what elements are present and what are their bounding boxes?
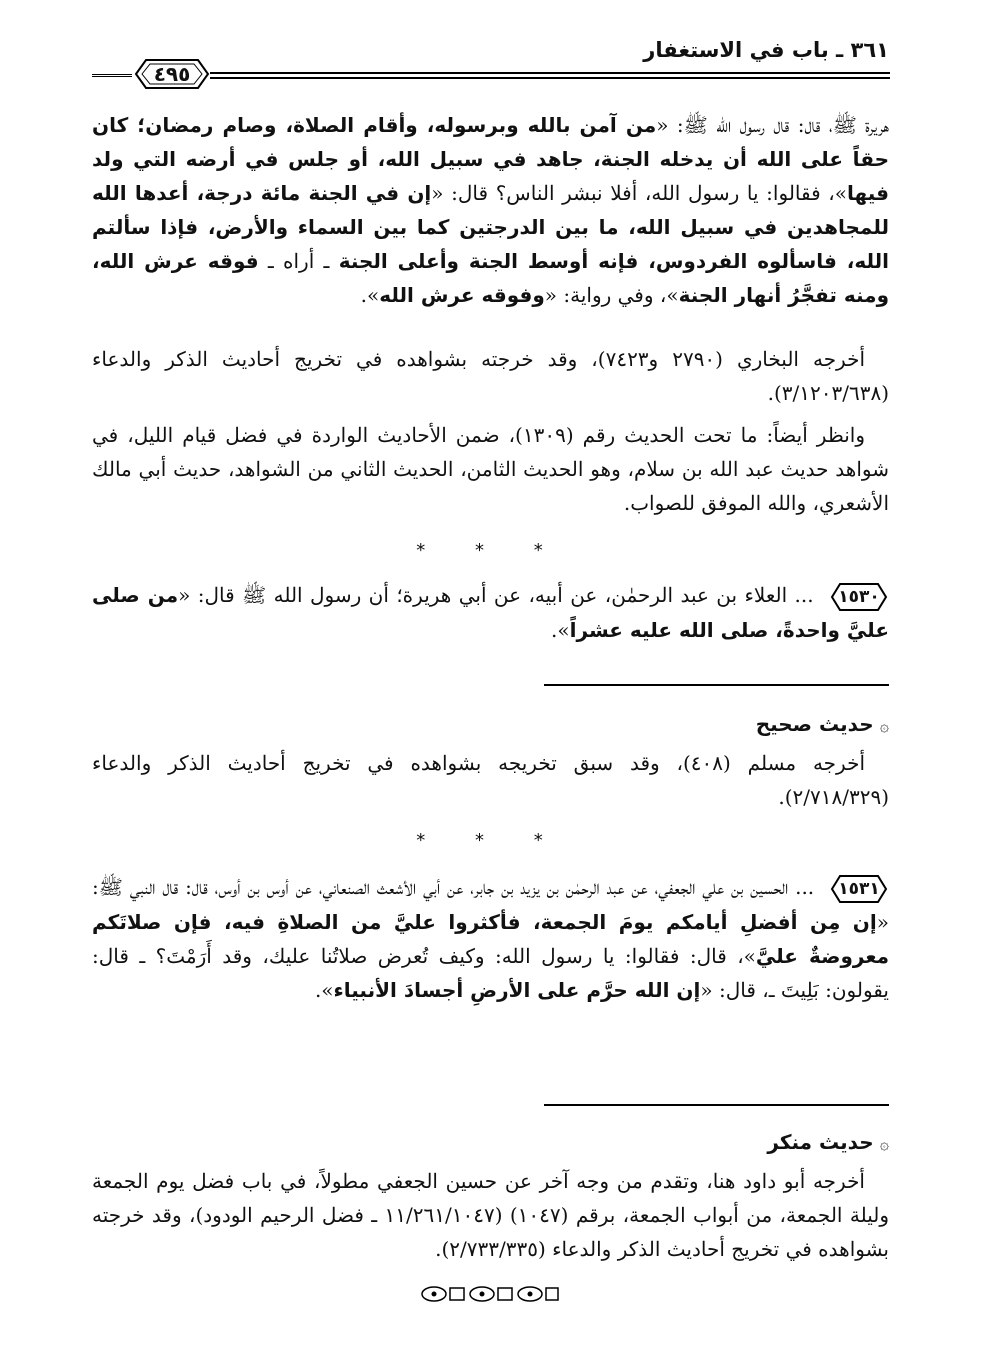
chapter-title: ٣٦١ ـ باب في الاستغفار (643, 38, 889, 62)
grade-marker-icon: ۞ (879, 716, 889, 735)
narration-text: هريرة ﷺ، قال: قال رسول الله ﷺ: « (656, 113, 890, 137)
prophetic-quote: إن مِن أفضلِ أيامكم يومَ الجمعة، فأكثروا عليَّ من الصلاةِ فيه، فإن صلاتَكم معروضةٌ عليَّ (92, 909, 890, 968)
hadith-1530 (92, 578, 889, 647)
hadith-number-badge (829, 581, 889, 613)
footnote-rule (544, 684, 889, 686)
isnad-text: ... العلاء بن عبد الرحمٰن، عن أبيه، عن أبي هريرة؛ أن رسول الله ﷺ قال: « (178, 583, 821, 607)
narration-text: ». (314, 977, 334, 1002)
hadith-1531 (92, 870, 889, 1007)
narration-text: ». (551, 617, 570, 642)
prophetic-quote: إن في الجنة مائة درجة، أعدها الله للمجاهدين في سبيل الله، ما بين الدرجتين كما بين السماء والأرض، فإذا سألتم الله، فاسألوه الفردوس، فإنه أوسط الجنة وأعلى الجنة (92, 181, 889, 273)
prophetic-quote: فوقه عرش الله، ومنه تفجَّرُ أنهار الجنة (92, 249, 889, 307)
page-number-badge (132, 54, 212, 94)
prophetic-quote: وفوقه عرش الله (379, 283, 545, 307)
narration-text: ». (360, 283, 380, 307)
hadith-number: ١٥٣٠ (838, 586, 880, 607)
footer-ornament (420, 1284, 560, 1304)
takhrij-paragraph: أخرجه البخاري (٢٧٩٠ و٧٤٢٣)، وقد خرجته بشواهده في تخريج أحاديث الذكر والدعاء (٣/١٢٠٣/٦٣٨). (92, 347, 889, 405)
narration-text: »، وفي رواية: « (544, 283, 679, 307)
grade-label: حديث صحيح (755, 712, 874, 736)
prophetic-quote: من صلى عليَّ واحدةً، صلى الله عليه عشراً (92, 583, 889, 642)
hadith-number-badge (829, 873, 889, 905)
section-separator: * * * (416, 830, 565, 851)
prophetic-quote: من آمن بالله وبرسوله، وأقام الصلاة، وصام رمضان؛ كان حقاً على الله أن يدخله الجنة، جاهد في سبيل الله، أو جلس في أرضه التي ولد فيها (92, 113, 889, 205)
page-number: ٤٩٥ (153, 62, 191, 86)
grade-marker-icon: ۞ (879, 1134, 889, 1153)
hadith-number: ١٥٣١ (838, 878, 880, 899)
hadith-grade (756, 712, 889, 736)
hadith-text-continued (92, 108, 889, 312)
isnad-text: ... الحسين بن علي الجعفي، عن عبد الرحمٰن بن يزيد بن جابر، عن أبي الأشعث الصنعاني، عن أوس بن أوس، قال: قال النبي ﷺ: « (92, 875, 889, 934)
narration-text: »، فقالوا: يا رسول الله، أفلا نبشر الناس؟ قال: « (431, 181, 847, 205)
footnote-rule (544, 1104, 889, 1106)
takhrij-paragraph: أخرجه مسلم (٤٠٨)، وقد سبق تخريجه بشواهده في تخريج أحاديث الذكر والدعاء (٢/٧١٨/٣٢٩). (92, 751, 889, 809)
grade-label: حديث منكر (767, 1130, 874, 1154)
section-separator: * * * (416, 540, 565, 561)
hadith-grade (767, 1130, 889, 1154)
prophetic-quote: إن الله حرَّم على الأرضِ أجسادَ الأنبياء (333, 977, 701, 1002)
narration-text: »، قال: فقالوا: يا رسول الله: وكيف تُعرض صلاتُنا عليك، وقد أَرَمْتَ؟ ـ قال: يقولون: بَلِيتَ ـ، قال: « (92, 943, 889, 1002)
header-rule (210, 72, 890, 79)
takhrij-paragraph: وانظر أيضاً: ما تحت الحديث رقم (١٣٠٩)، ضمن الأحاديث الواردة في فضل قيام الليل، في شواهد حديث عبد الله بن سلام، وهو الحديث الثامن، الحديث الثاني من الشواهد، حديث أبي مالك الأشعري، والله الموفق للصواب. (92, 423, 889, 515)
takhrij-paragraph: أخرجه أبو داود هنا، وتقدم من وجه آخر عن حسين الجعفي مطولاً، في باب فضل يوم الجمعة وليلة الجمعة، من أبواب الجمعة، برقم (١٠٤٧) (١١/٢٦١/١٠٤٧ ـ فضل الرحيم الودود)، وقد خرجته بشواهده في تخريج أحاديث الذكر والدعاء (٢/٧٣٣/٣٣٥). (92, 1169, 889, 1261)
narration-text: ـ أراه ـ (258, 249, 339, 273)
header-rule-tail (92, 74, 132, 77)
